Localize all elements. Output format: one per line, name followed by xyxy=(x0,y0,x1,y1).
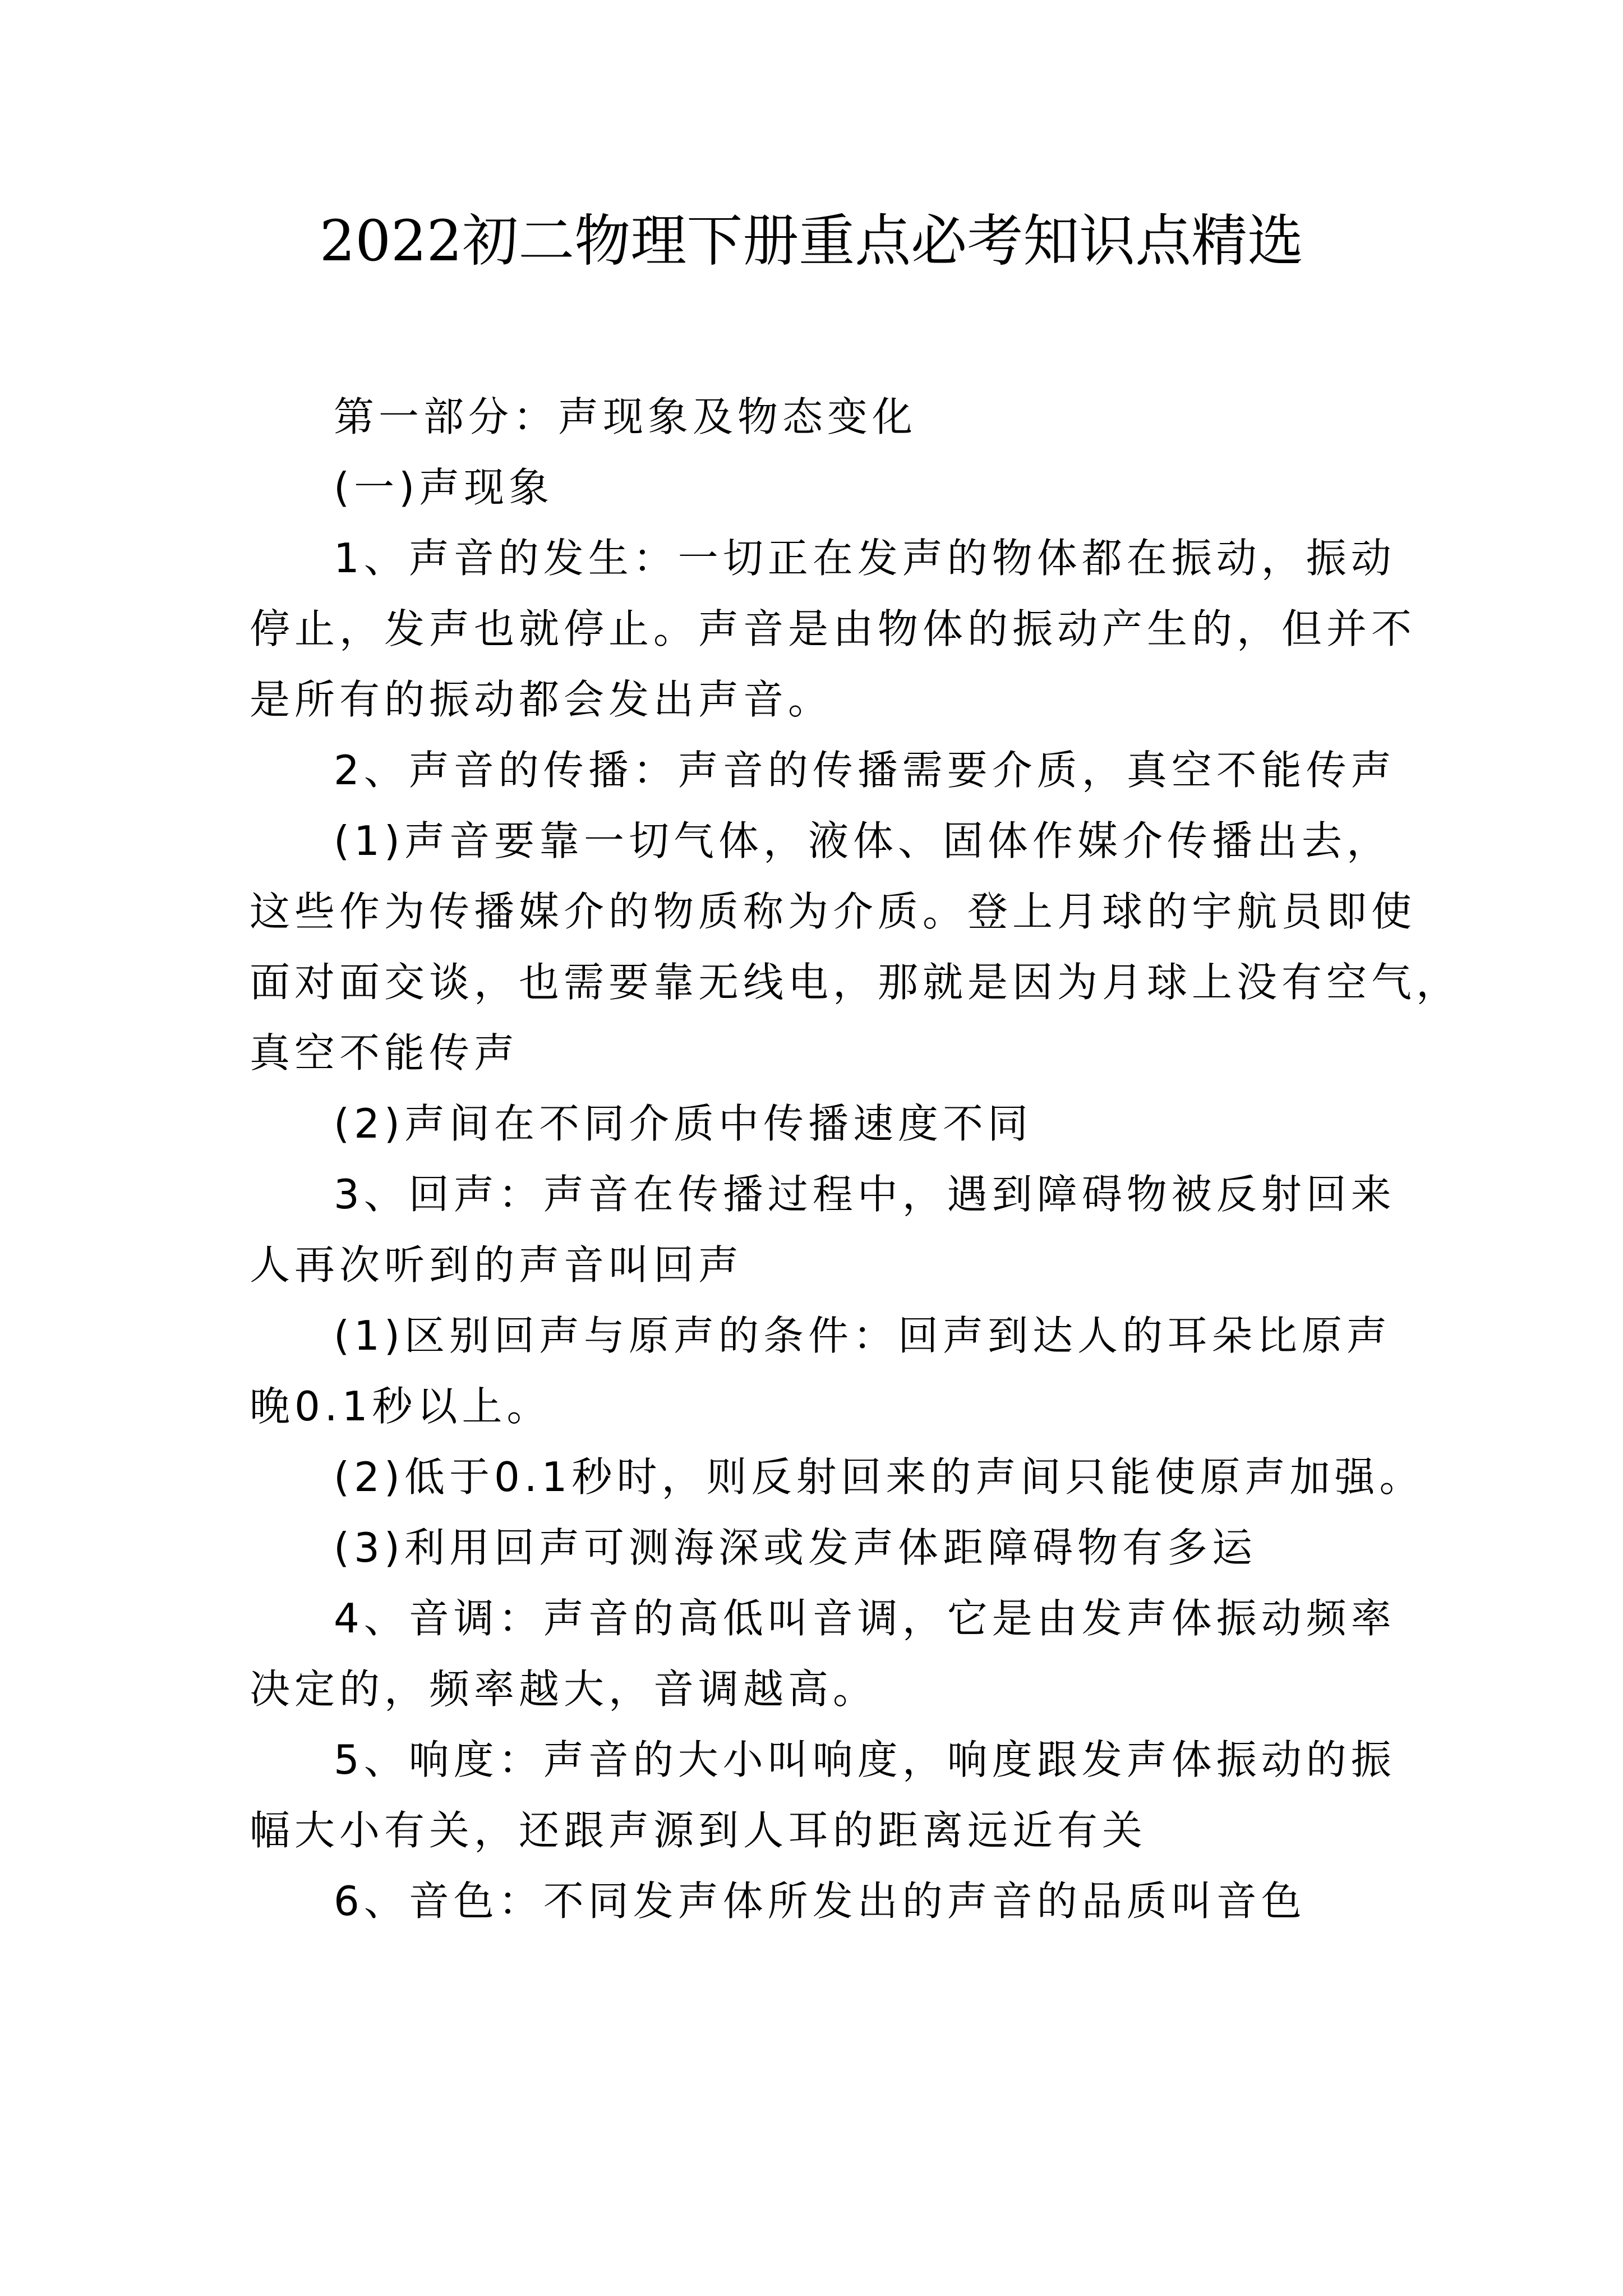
document-title: 2022初二物理下册重点必考知识点精选 xyxy=(319,208,1304,274)
text-line: 真空不能传声 xyxy=(250,1029,519,1076)
text-line: 第一部分：声现象及物态变化 xyxy=(334,393,917,440)
text-line: (1)区别回声与原声的条件：回声到达人的耳朵比原声 xyxy=(334,1312,1391,1359)
text-line: (3)利用回声可测海深或发声体距障碍物有多运 xyxy=(334,1524,1257,1571)
paragraph xyxy=(250,1159,1396,1300)
text-line: (一)声现象 xyxy=(334,464,554,511)
paragraph xyxy=(250,1300,1391,1442)
paragraph xyxy=(250,1512,1380,1583)
text-line: 2、声音的传播：声音的传播需要介质，真空不能传声 xyxy=(334,747,1396,794)
text-line: (2)声间在不同介质中传播速度不同 xyxy=(334,1100,1032,1147)
text-line: 停止，发声也就停止。声音是由物体的振动产生的，但并不 xyxy=(250,605,1417,652)
section-heading xyxy=(250,381,1380,452)
paragraph xyxy=(250,1442,1424,1512)
text-line: 5、响度：声音的大小叫响度，响度跟发声体振动的振 xyxy=(334,1736,1396,1783)
text-line: 1、声音的发生：一切正在发声的物体都在振动，振动 xyxy=(334,535,1396,582)
paragraph xyxy=(250,1866,1380,1936)
paragraph xyxy=(250,735,1396,806)
text-line: 这些作为传播媒介的物质称为介质。登上月球的宇航员即使 xyxy=(250,888,1417,935)
text-line: 6、音色：不同发声体所发出的声音的品质叫音色 xyxy=(334,1878,1306,1925)
text-line: 幅大小有关，还跟声源到人耳的距离远近有关 xyxy=(250,1807,1147,1854)
text-line: 3、回声：声音在传播过程中，遇到障碍物被反射回来 xyxy=(334,1171,1396,1218)
text-line: 是所有的振动都会发出声音。 xyxy=(250,676,833,723)
text-line: (2)低于0.1秒时，则反射回来的声间只能使原声加强。 xyxy=(334,1453,1424,1501)
paragraph xyxy=(250,523,1417,735)
text-line: 4、音调：声音的高低叫音调，它是由发声体振动频率 xyxy=(334,1595,1396,1642)
paragraph xyxy=(250,1583,1396,1724)
paragraph xyxy=(250,806,1461,1088)
text-line: 决定的，频率越大，音调越高。 xyxy=(250,1665,878,1713)
text-line: 晚0.1秒以上。 xyxy=(250,1383,552,1430)
subsection-heading xyxy=(250,452,1380,523)
document-body xyxy=(250,381,1461,1936)
paragraph xyxy=(250,1088,1380,1159)
text-line: (1)声音要靠一切气体，液体、固体作媒介传播出去， xyxy=(334,817,1391,864)
paragraph xyxy=(250,1724,1396,1866)
text-line: 面对面交谈，也需要靠无线电，那就是因为月球上没有空气， xyxy=(250,959,1461,1006)
text-line: 人再次听到的声音叫回声 xyxy=(250,1241,744,1289)
